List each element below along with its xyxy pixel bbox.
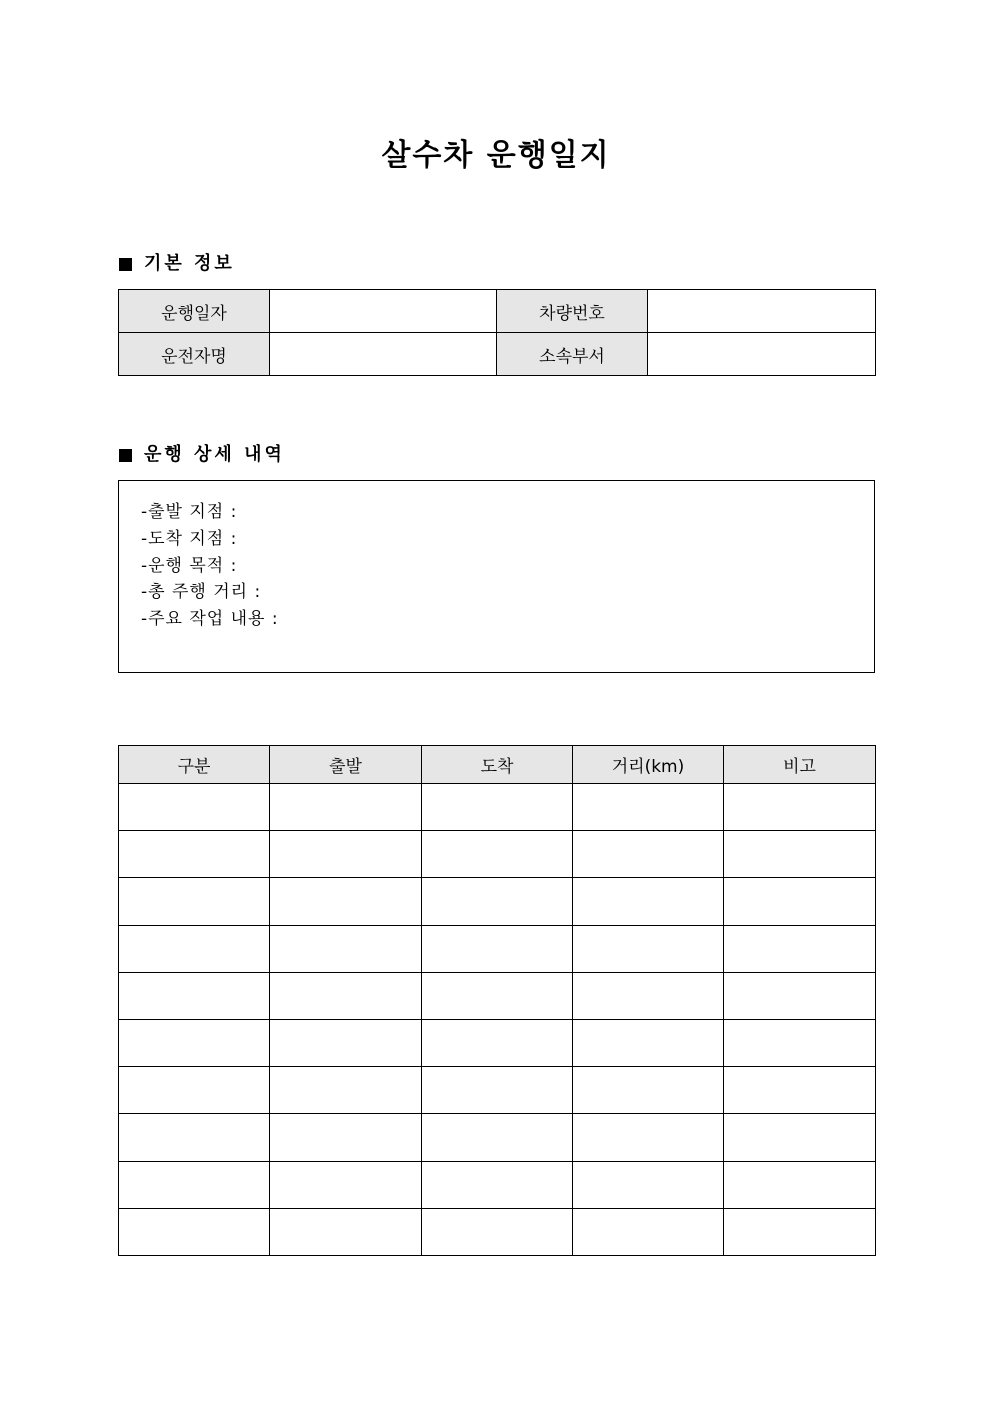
details-heading-text: 운행 상세 내역 — [144, 444, 285, 465]
details-list — [119, 481, 874, 633]
basic-info-table — [118, 289, 876, 376]
column-header-category: 구분 — [119, 746, 270, 784]
table-cell[interactable] — [573, 1161, 724, 1208]
table-cell[interactable] — [573, 1019, 724, 1066]
table-cell[interactable] — [119, 1019, 270, 1066]
table-cell[interactable] — [422, 1161, 573, 1208]
table-cell[interactable] — [270, 1019, 422, 1066]
table-cell[interactable] — [422, 972, 573, 1019]
basic-info-heading — [119, 252, 235, 276]
table-cell[interactable] — [724, 972, 876, 1019]
table-cell[interactable] — [119, 1114, 270, 1161]
table-cell[interactable] — [724, 1114, 876, 1161]
table-cell[interactable] — [573, 1114, 724, 1161]
table-row — [119, 1161, 876, 1208]
table-cell[interactable] — [724, 1208, 876, 1255]
operation-date-field[interactable] — [270, 290, 497, 333]
column-header-distance: 거리(km) — [573, 746, 724, 784]
table-cell[interactable] — [422, 1019, 573, 1066]
table-cell[interactable] — [422, 1114, 573, 1161]
table-cell[interactable] — [422, 1208, 573, 1255]
square-bullet-icon — [119, 449, 132, 462]
departure-point-line: -출발 지점 : — [141, 502, 238, 522]
department-field[interactable] — [648, 333, 876, 376]
table-cell[interactable] — [573, 784, 724, 831]
table-cell[interactable] — [422, 784, 573, 831]
table-cell[interactable] — [119, 1067, 270, 1114]
driver-name-field[interactable] — [270, 333, 497, 376]
main-work-line: -주요 작업 내용 : — [141, 609, 279, 630]
table-cell[interactable] — [270, 1067, 422, 1114]
table-cell[interactable] — [270, 784, 422, 831]
table-cell[interactable] — [119, 1208, 270, 1255]
table-cell[interactable] — [724, 1067, 876, 1114]
square-bullet-icon — [119, 258, 132, 271]
table-cell[interactable] — [724, 1161, 876, 1208]
basic-info-heading-text: 기본 정보 — [144, 253, 235, 274]
total-distance-line: -총 주행 거리 : — [141, 582, 262, 603]
table-row — [119, 1019, 876, 1066]
table-cell[interactable] — [119, 784, 270, 831]
column-header-arrival: 도착 — [422, 746, 573, 784]
table-cell[interactable] — [724, 1019, 876, 1066]
table-row — [119, 972, 876, 1019]
table-cell[interactable] — [573, 1208, 724, 1255]
table-cell[interactable] — [119, 925, 270, 972]
table-cell[interactable] — [422, 1067, 573, 1114]
log-table — [118, 745, 876, 1256]
table-cell[interactable] — [119, 831, 270, 878]
table-row — [119, 831, 876, 878]
table-cell[interactable] — [270, 925, 422, 972]
table-cell[interactable] — [573, 878, 724, 925]
column-header-remarks: 비고 — [724, 746, 876, 784]
details-heading — [119, 443, 285, 467]
table-cell[interactable] — [724, 925, 876, 972]
table-cell[interactable] — [724, 784, 876, 831]
department-label: 소속부서 — [497, 333, 648, 376]
table-row — [119, 1067, 876, 1114]
document-title: 살수차 운행일지 — [381, 138, 611, 173]
table-cell[interactable] — [573, 972, 724, 1019]
table-row — [119, 925, 876, 972]
details-box[interactable] — [118, 480, 875, 673]
arrival-point-line: -도착 지점 : — [141, 528, 238, 549]
table-cell[interactable] — [422, 925, 573, 972]
table-row — [119, 1114, 876, 1161]
table-cell[interactable] — [573, 1067, 724, 1114]
table-cell[interactable] — [422, 831, 573, 878]
table-cell[interactable] — [573, 925, 724, 972]
operation-date-label: 운행일자 — [119, 290, 270, 333]
table-cell[interactable] — [270, 878, 422, 925]
column-header-departure: 출발 — [270, 746, 422, 784]
table-cell[interactable] — [270, 831, 422, 878]
table-cell[interactable] — [119, 878, 270, 925]
table-cell[interactable] — [119, 972, 270, 1019]
table-cell[interactable] — [270, 1208, 422, 1255]
vehicle-number-label: 차량번호 — [497, 290, 648, 333]
table-cell[interactable] — [270, 972, 422, 1019]
table-row — [119, 878, 876, 925]
table-cell[interactable] — [724, 878, 876, 925]
vehicle-number-field[interactable] — [648, 290, 876, 333]
basic-info-row — [119, 290, 876, 333]
driver-name-label: 운전자명 — [119, 333, 270, 376]
table-cell[interactable] — [422, 878, 573, 925]
log-table-header-row — [119, 746, 876, 784]
table-cell[interactable] — [573, 831, 724, 878]
table-cell[interactable] — [724, 831, 876, 878]
table-row — [119, 784, 876, 831]
purpose-line: -운행 목적 : — [141, 555, 238, 576]
table-cell[interactable] — [270, 1114, 422, 1161]
table-row — [119, 1208, 876, 1255]
table-cell[interactable] — [270, 1161, 422, 1208]
table-cell[interactable] — [119, 1161, 270, 1208]
basic-info-row — [119, 333, 876, 376]
